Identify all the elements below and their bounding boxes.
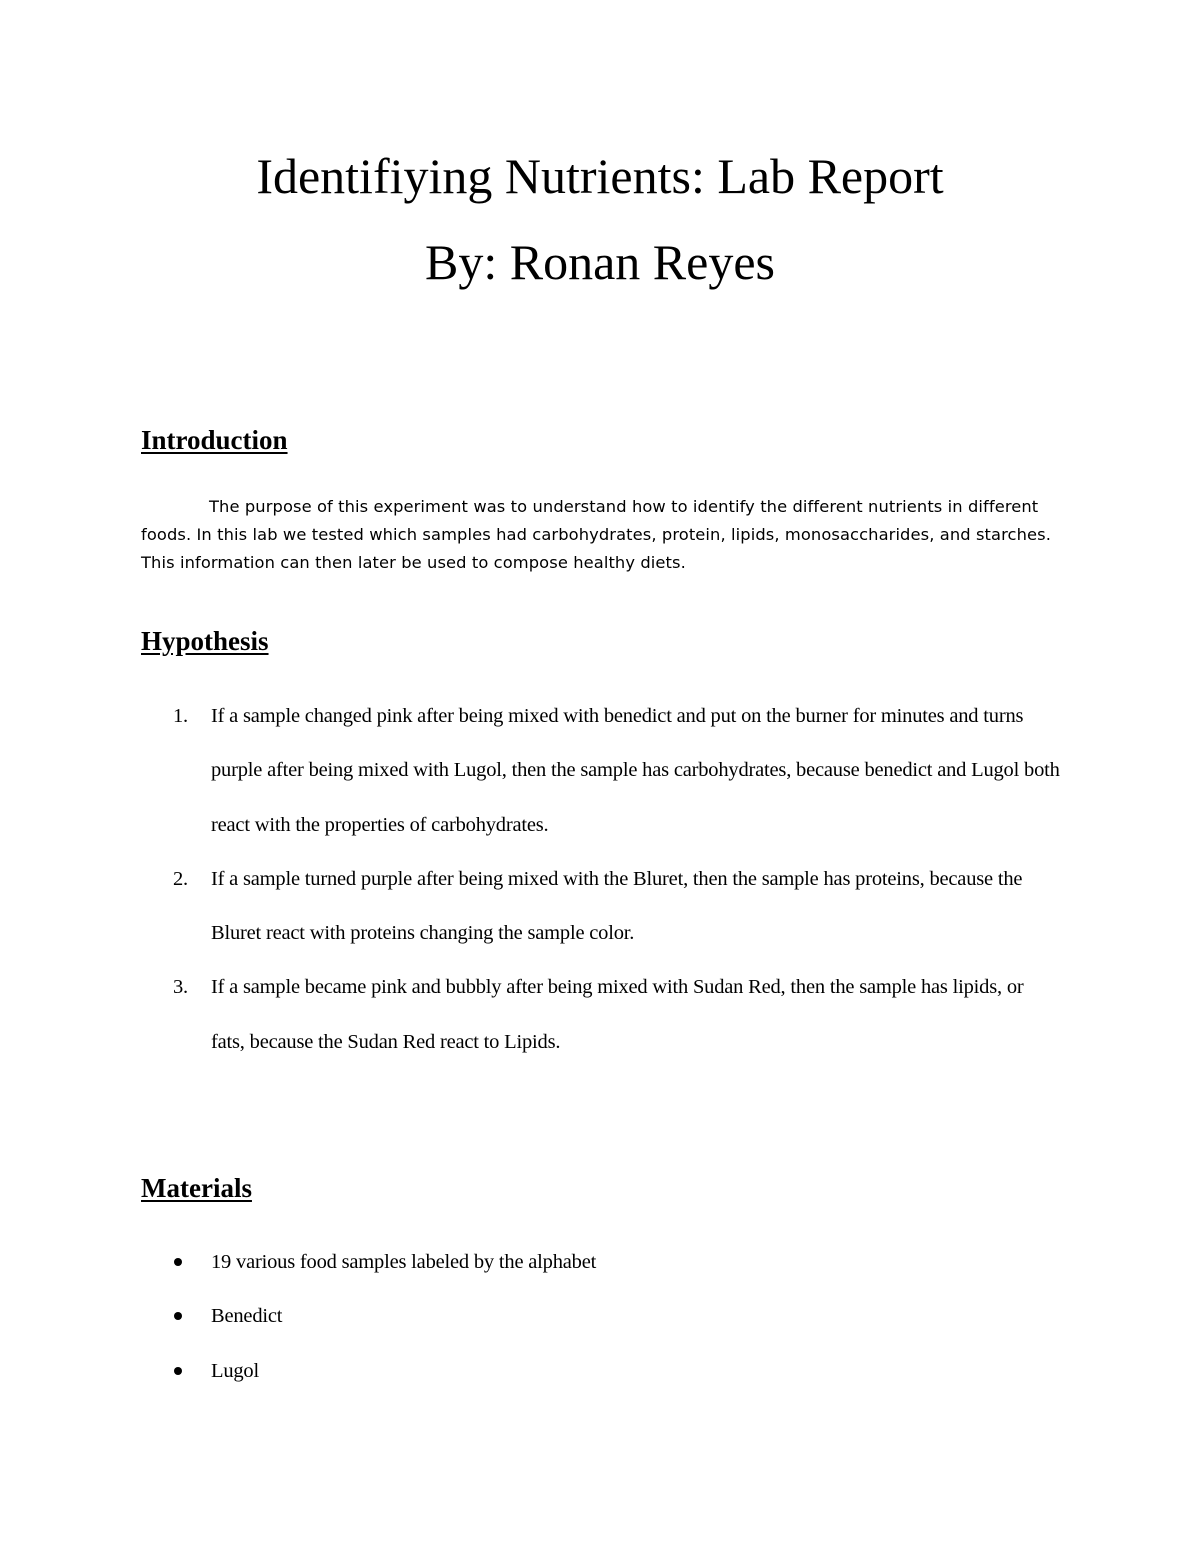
introduction-heading: Introduction: [141, 425, 288, 455]
bullet-icon: [174, 1312, 182, 1320]
materials-item: [0, 1235, 1200, 1289]
hypothesis-item: [0, 852, 1061, 961]
bullet-icon: [174, 1258, 182, 1266]
introduction-paragraph: The purpose of this experiment was to understand how to identify the different nutrients in different foods. In this lab we tested which samples had carbohydrates, protein, lipids, monosaccharides, and starches. This information can then later be used to compose healthy diets.: [141, 497, 1051, 572]
bullet-icon: [174, 1367, 182, 1375]
hypothesis-list: [0, 689, 1200, 1069]
materials-text: Lugol: [211, 1359, 259, 1382]
hypothesis-item: [0, 960, 1061, 1069]
document-title: Identifiying Nutrients: Lab Report: [256, 148, 944, 204]
hypothesis-text: If a sample became pink and bubbly after being mixed with Sudan Red, then the sample has lipids, or fats, because the Sudan Red react to Lipids.: [211, 976, 1024, 1053]
hypothesis-text: If a sample turned purple after being mixed with the Bluret, then the sample has proteins, because the Bluret react with proteins changing the sample color.: [211, 867, 1023, 945]
hypothesis-number: 3.: [173, 976, 188, 999]
hypothesis-text: If a sample changed pink after being mixed with benedict and put on the burner for minutes and turns purple after being mixed with Lugol, then the sample has carbohydrates, because benedict and Lugol both react with the properties of carbohydrates.: [211, 705, 1060, 836]
hypothesis-number: 1.: [173, 705, 188, 727]
materials-item: [0, 1289, 1200, 1343]
document-author: By: Ronan Reyes: [425, 234, 775, 290]
hypothesis-heading: Hypothesis: [141, 626, 269, 656]
materials-text: 19 various food samples labeled by the alphabet: [211, 1251, 597, 1273]
materials-heading: Materials: [141, 1173, 252, 1203]
materials-item: [0, 1344, 1200, 1398]
hypothesis-item: [0, 689, 1061, 852]
materials-text: Benedict: [211, 1305, 283, 1328]
materials-list: [0, 1235, 1200, 1398]
hypothesis-number: 2.: [173, 867, 188, 890]
